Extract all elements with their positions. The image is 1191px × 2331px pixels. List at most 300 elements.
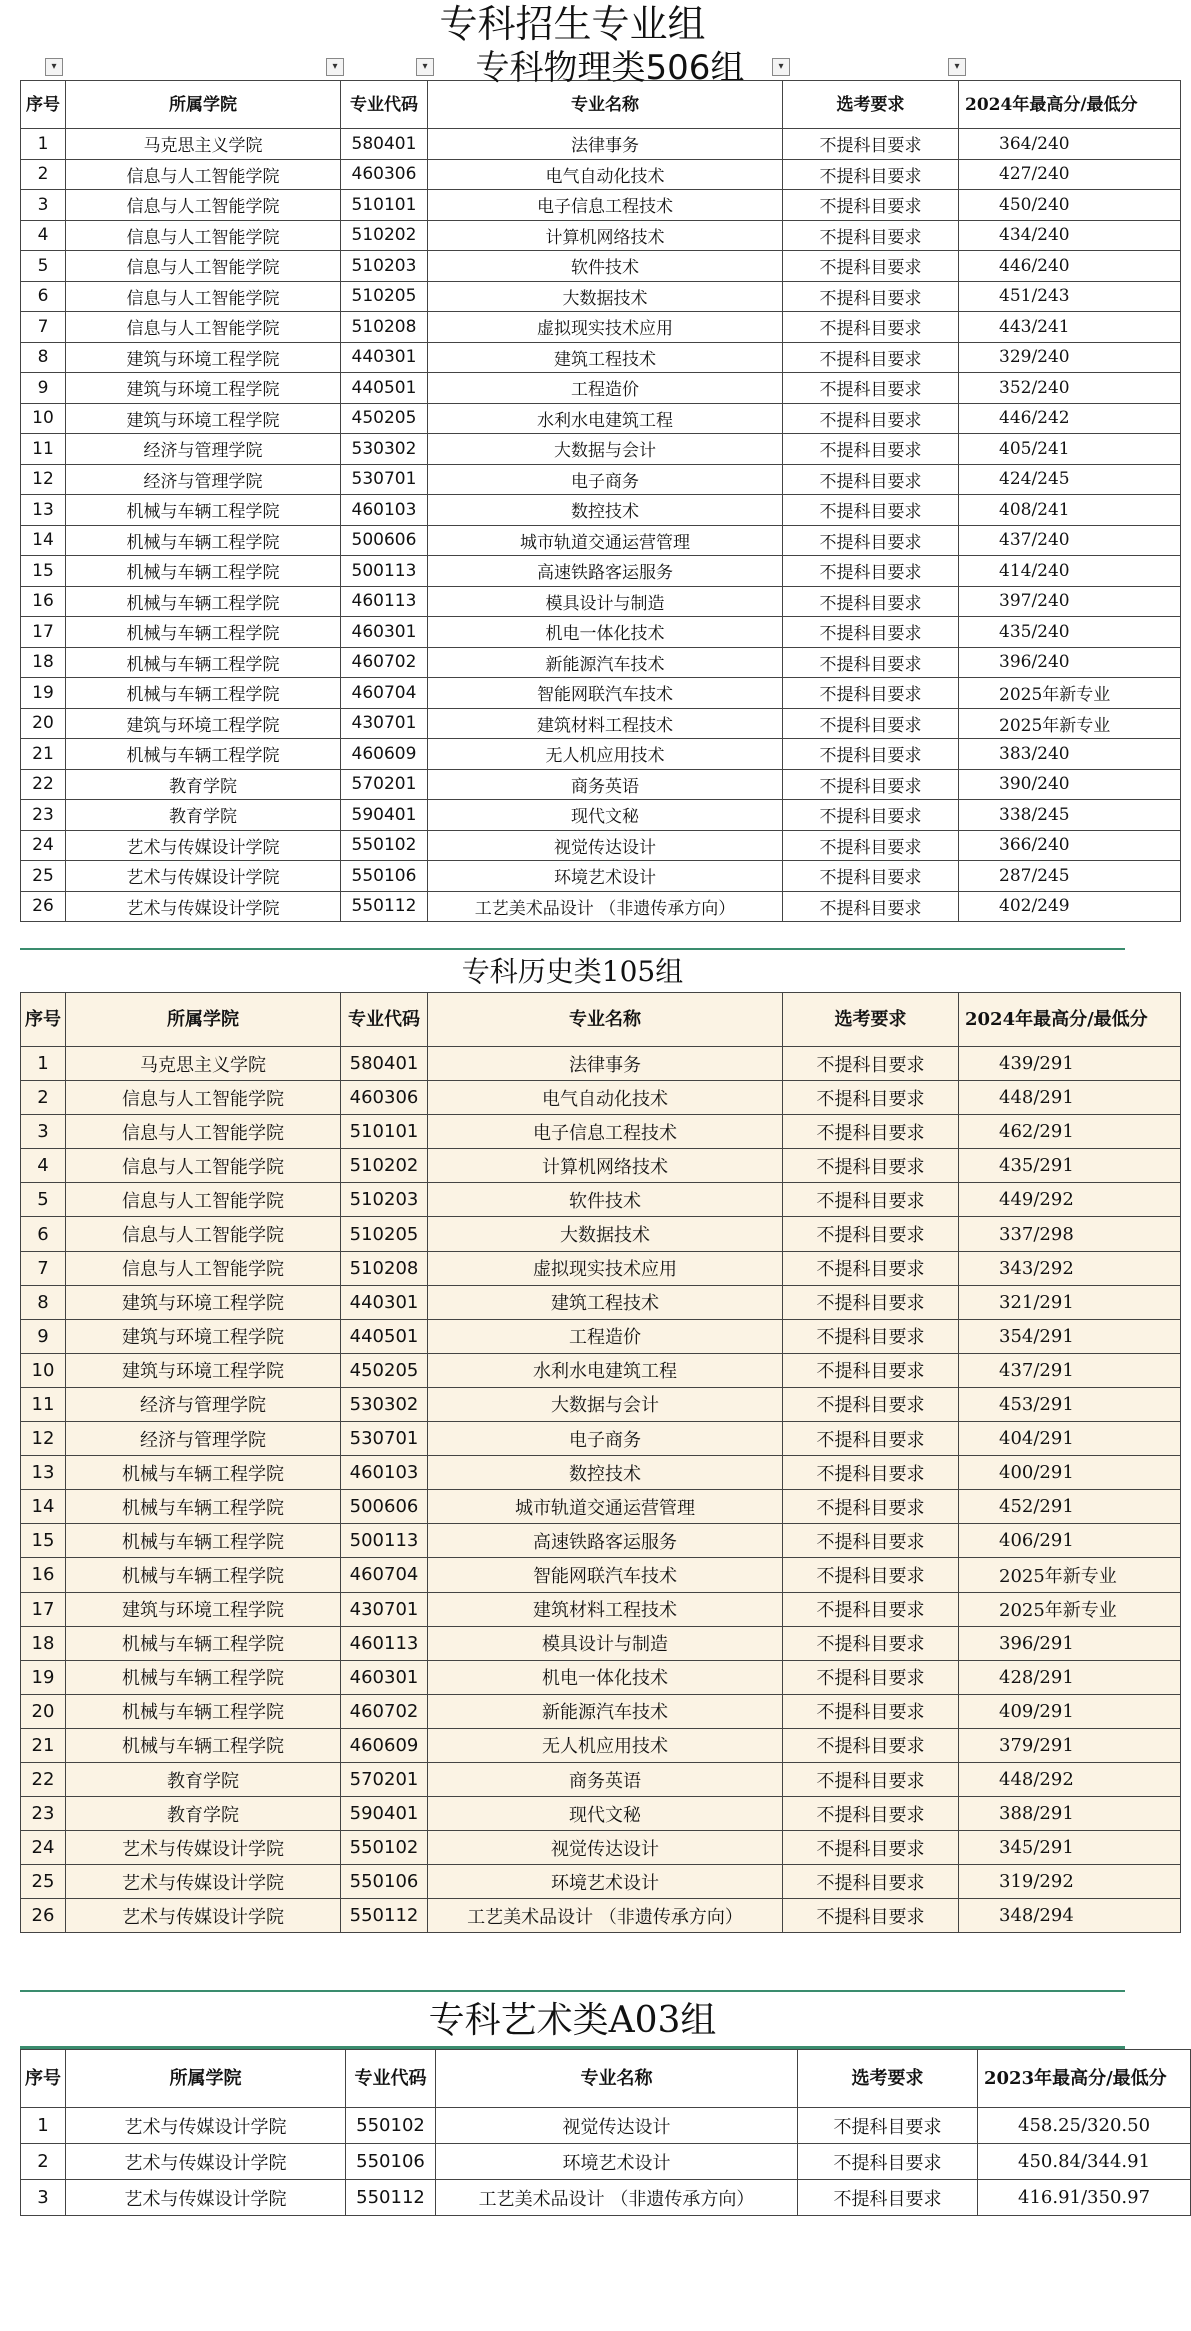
cell-score: 458.25/320.50 xyxy=(978,2108,1191,2144)
cell-major: 智能网联汽车技术 xyxy=(428,678,783,709)
cell-requirement: 不提科目要求 xyxy=(783,251,959,282)
cell-requirement: 不提科目要求 xyxy=(783,800,959,831)
cell-code: 460609 xyxy=(341,739,428,770)
cell-seq: 16 xyxy=(21,586,66,617)
cell-score: 416.91/350.97 xyxy=(978,2180,1191,2216)
cell-requirement: 不提科目要求 xyxy=(783,1422,959,1456)
table-row xyxy=(21,1285,1181,1319)
cell-code: 460704 xyxy=(341,678,428,709)
cell-seq: 13 xyxy=(21,495,66,526)
cell-seq: 8 xyxy=(21,1285,66,1319)
cell-requirement: 不提科目要求 xyxy=(783,1490,959,1524)
table-row xyxy=(21,1728,1181,1762)
cell-code: 440501 xyxy=(341,373,428,404)
cell-college: 教育学院 xyxy=(66,1762,341,1796)
cell-score: 352/240 xyxy=(959,373,1181,404)
cell-college: 建筑与环境工程学院 xyxy=(66,373,341,404)
cell-college: 教育学院 xyxy=(66,800,341,831)
cell-seq: 17 xyxy=(21,1592,66,1626)
cell-college: 信息与人工智能学院 xyxy=(66,281,341,312)
cell-requirement: 不提科目要求 xyxy=(783,1762,959,1796)
table-row xyxy=(21,1387,1181,1421)
cell-major: 软件技术 xyxy=(428,251,783,282)
cell-requirement: 不提科目要求 xyxy=(783,495,959,526)
cell-seq: 26 xyxy=(21,1899,66,1933)
cell-code: 510101 xyxy=(341,1115,428,1149)
cell-college: 机械与车辆工程学院 xyxy=(66,1626,341,1660)
cell-requirement: 不提科目要求 xyxy=(783,1047,959,1081)
cell-seq: 23 xyxy=(21,1797,66,1831)
cell-requirement: 不提科目要求 xyxy=(783,1353,959,1387)
filter-dropdown-icon[interactable]: ▾ xyxy=(45,58,63,76)
cell-score: 354/291 xyxy=(959,1319,1181,1353)
cell-major: 虚拟现实技术应用 xyxy=(428,1251,783,1285)
header-score: 2024年最高分/最低分 xyxy=(959,81,1181,129)
cell-score: 405/241 xyxy=(959,434,1181,465)
cell-requirement: 不提科目要求 xyxy=(783,159,959,190)
cell-college: 经济与管理学院 xyxy=(66,1422,341,1456)
header-major: 专业名称 xyxy=(436,2050,798,2108)
cell-seq: 15 xyxy=(21,556,66,587)
cell-requirement: 不提科目要求 xyxy=(783,739,959,770)
table-row xyxy=(21,1081,1181,1115)
cell-college: 机械与车辆工程学院 xyxy=(66,1490,341,1524)
cell-college: 信息与人工智能学院 xyxy=(66,1081,341,1115)
cell-score: 383/240 xyxy=(959,739,1181,770)
cell-college: 艺术与传媒设计学院 xyxy=(66,2180,346,2216)
cell-seq: 5 xyxy=(21,251,66,282)
header-major: 专业名称 xyxy=(428,81,783,129)
table-row xyxy=(21,891,1181,922)
cell-seq: 10 xyxy=(21,1353,66,1387)
cell-major: 电子信息工程技术 xyxy=(428,1115,783,1149)
cell-college: 信息与人工智能学院 xyxy=(66,159,341,190)
cell-seq: 18 xyxy=(21,647,66,678)
cell-seq: 17 xyxy=(21,617,66,648)
cell-code: 580401 xyxy=(341,1047,428,1081)
table-row xyxy=(21,434,1181,465)
cell-major: 大数据技术 xyxy=(428,281,783,312)
cell-requirement: 不提科目要求 xyxy=(783,1865,959,1899)
cell-major: 建筑工程技术 xyxy=(428,1285,783,1319)
table-row xyxy=(21,1490,1181,1524)
cell-major: 高速铁路客运服务 xyxy=(428,556,783,587)
group-title: 专科历史类105组 xyxy=(20,951,1125,992)
cell-seq: 1 xyxy=(21,129,66,160)
cell-seq: 1 xyxy=(21,1047,66,1081)
cell-requirement: 不提科目要求 xyxy=(783,464,959,495)
cell-score: 435/291 xyxy=(959,1149,1181,1183)
cell-requirement: 不提科目要求 xyxy=(783,220,959,251)
major-table xyxy=(20,80,1181,922)
cell-code: 510205 xyxy=(341,1217,428,1251)
cell-college: 机械与车辆工程学院 xyxy=(66,495,341,526)
cell-seq: 21 xyxy=(21,739,66,770)
cell-college: 信息与人工智能学院 xyxy=(66,1149,341,1183)
cell-major: 新能源汽车技术 xyxy=(428,647,783,678)
table-row xyxy=(21,617,1181,648)
cell-code: 590401 xyxy=(341,1797,428,1831)
cell-seq: 2 xyxy=(21,2144,66,2180)
cell-score: 337/298 xyxy=(959,1217,1181,1251)
cell-college: 艺术与传媒设计学院 xyxy=(66,891,341,922)
major-table xyxy=(20,2049,1191,2216)
cell-score: 406/291 xyxy=(959,1524,1181,1558)
table-row xyxy=(21,190,1181,221)
cell-major: 无人机应用技术 xyxy=(428,1728,783,1762)
table-row xyxy=(21,800,1181,831)
filter-dropdown-icon[interactable]: ▾ xyxy=(416,58,434,76)
cell-code: 440501 xyxy=(341,1319,428,1353)
cell-major: 电子商务 xyxy=(428,1422,783,1456)
cell-major: 大数据与会计 xyxy=(428,434,783,465)
cell-code: 510205 xyxy=(341,281,428,312)
cell-requirement: 不提科目要求 xyxy=(798,2108,978,2144)
cell-requirement: 不提科目要求 xyxy=(783,1217,959,1251)
cell-code: 570201 xyxy=(341,769,428,800)
cell-requirement: 不提科目要求 xyxy=(783,312,959,343)
cell-seq: 3 xyxy=(21,1115,66,1149)
cell-code: 430701 xyxy=(341,1592,428,1626)
cell-major: 虚拟现实技术应用 xyxy=(428,312,783,343)
cell-code: 510202 xyxy=(341,1149,428,1183)
table-row xyxy=(21,1456,1181,1490)
cell-score: 2025年新专业 xyxy=(959,1558,1181,1592)
cell-major: 建筑材料工程技术 xyxy=(428,708,783,739)
cell-college: 机械与车辆工程学院 xyxy=(66,525,341,556)
cell-college: 艺术与传媒设计学院 xyxy=(66,1899,341,1933)
cell-seq: 23 xyxy=(21,800,66,831)
header-seq: 序号 xyxy=(21,2050,66,2108)
cell-score: 448/292 xyxy=(959,1762,1181,1796)
cell-score: 379/291 xyxy=(959,1728,1181,1762)
cell-major: 电子商务 xyxy=(428,464,783,495)
table-row xyxy=(21,403,1181,434)
cell-major: 水利水电建筑工程 xyxy=(428,403,783,434)
cell-seq: 14 xyxy=(21,525,66,556)
cell-code: 460702 xyxy=(341,647,428,678)
filter-dropdown-icon[interactable]: ▾ xyxy=(948,58,966,76)
cell-requirement: 不提科目要求 xyxy=(783,1387,959,1421)
cell-major: 商务英语 xyxy=(428,1762,783,1796)
cell-score: 345/291 xyxy=(959,1831,1181,1865)
cell-seq: 20 xyxy=(21,708,66,739)
cell-major: 工艺美术品设计 （非遗传承方向） xyxy=(428,891,783,922)
cell-seq: 24 xyxy=(21,1831,66,1865)
table-row xyxy=(21,281,1181,312)
cell-college: 信息与人工智能学院 xyxy=(66,1115,341,1149)
cell-requirement: 不提科目要求 xyxy=(783,1251,959,1285)
cell-code: 500606 xyxy=(341,525,428,556)
cell-major: 建筑工程技术 xyxy=(428,342,783,373)
cell-score: 388/291 xyxy=(959,1797,1181,1831)
table-row xyxy=(21,769,1181,800)
cell-college: 机械与车辆工程学院 xyxy=(66,1694,341,1728)
cell-seq: 26 xyxy=(21,891,66,922)
cell-requirement: 不提科目要求 xyxy=(783,1183,959,1217)
section-art-a03 xyxy=(20,1996,1167,2216)
cell-seq: 25 xyxy=(21,1865,66,1899)
cell-code: 590401 xyxy=(341,800,428,831)
header-requirement: 选考要求 xyxy=(798,2050,978,2108)
table-row xyxy=(21,1422,1181,1456)
table-row xyxy=(21,1115,1181,1149)
table-row xyxy=(21,2144,1191,2180)
table-row xyxy=(21,220,1181,251)
table-row xyxy=(21,647,1181,678)
cell-college: 信息与人工智能学院 xyxy=(66,190,341,221)
cell-major: 水利水电建筑工程 xyxy=(428,1353,783,1387)
table-row xyxy=(21,2180,1191,2216)
cell-code: 550112 xyxy=(346,2180,436,2216)
table-row xyxy=(21,708,1181,739)
cell-major: 城市轨道交通运营管理 xyxy=(428,525,783,556)
cell-major: 模具设计与制造 xyxy=(428,586,783,617)
cell-code: 580401 xyxy=(341,129,428,160)
cell-college: 机械与车辆工程学院 xyxy=(66,556,341,587)
cell-code: 530701 xyxy=(341,1422,428,1456)
cell-requirement: 不提科目要求 xyxy=(783,586,959,617)
cell-requirement: 不提科目要求 xyxy=(783,525,959,556)
cell-code: 460113 xyxy=(341,1626,428,1660)
cell-college: 机械与车辆工程学院 xyxy=(66,1524,341,1558)
cell-requirement: 不提科目要求 xyxy=(783,1694,959,1728)
cell-code: 460103 xyxy=(341,1456,428,1490)
cell-major: 建筑材料工程技术 xyxy=(428,1592,783,1626)
filter-dropdown-icon[interactable]: ▾ xyxy=(772,58,790,76)
cell-code: 550102 xyxy=(341,1831,428,1865)
cell-code: 450205 xyxy=(341,403,428,434)
table-row xyxy=(21,495,1181,526)
cell-code: 460301 xyxy=(341,1660,428,1694)
cell-college: 艺术与传媒设计学院 xyxy=(66,1865,341,1899)
table-row xyxy=(21,1626,1181,1660)
cell-score: 437/291 xyxy=(959,1353,1181,1387)
cell-seq: 13 xyxy=(21,1456,66,1490)
table-row xyxy=(21,1558,1181,1592)
cell-code: 510208 xyxy=(341,1251,428,1285)
cell-code: 550102 xyxy=(341,830,428,861)
cell-seq: 9 xyxy=(21,373,66,404)
table-row xyxy=(21,1524,1181,1558)
cell-seq: 12 xyxy=(21,464,66,495)
cell-college: 教育学院 xyxy=(66,1797,341,1831)
cell-college: 建筑与环境工程学院 xyxy=(66,1285,341,1319)
cell-college: 信息与人工智能学院 xyxy=(66,251,341,282)
cell-score: 462/291 xyxy=(959,1115,1181,1149)
cell-code: 570201 xyxy=(341,1762,428,1796)
group-title: 专科物理类506组 xyxy=(475,48,745,88)
cell-requirement: 不提科目要求 xyxy=(783,281,959,312)
cell-seq: 11 xyxy=(21,434,66,465)
cell-seq: 25 xyxy=(21,861,66,892)
cell-score: 402/249 xyxy=(959,891,1181,922)
section-divider xyxy=(20,948,1125,950)
cell-requirement: 不提科目要求 xyxy=(783,769,959,800)
cell-score: 435/240 xyxy=(959,617,1181,648)
major-table xyxy=(20,992,1181,1933)
cell-score: 343/292 xyxy=(959,1251,1181,1285)
cell-major: 环境艺术设计 xyxy=(436,2144,798,2180)
cell-college: 信息与人工智能学院 xyxy=(66,312,341,343)
cell-seq: 8 xyxy=(21,342,66,373)
cell-seq: 10 xyxy=(21,403,66,434)
table-row xyxy=(21,464,1181,495)
table-row xyxy=(21,525,1181,556)
cell-requirement: 不提科目要求 xyxy=(783,708,959,739)
table-row xyxy=(21,1797,1181,1831)
header-code: 专业代码 xyxy=(341,81,428,129)
cell-seq: 15 xyxy=(21,1524,66,1558)
cell-college: 经济与管理学院 xyxy=(66,1387,341,1421)
table-row xyxy=(21,1183,1181,1217)
cell-code: 500606 xyxy=(341,1490,428,1524)
section-history-105 xyxy=(20,951,1148,1933)
cell-requirement: 不提科目要求 xyxy=(783,1797,959,1831)
cell-seq: 9 xyxy=(21,1319,66,1353)
cell-requirement: 不提科目要求 xyxy=(783,1626,959,1660)
cell-seq: 4 xyxy=(21,1149,66,1183)
cell-score: 452/291 xyxy=(959,1490,1181,1524)
cell-score: 446/242 xyxy=(959,403,1181,434)
cell-major: 机电一体化技术 xyxy=(428,1660,783,1694)
cell-major: 法律事务 xyxy=(428,1047,783,1081)
cell-college: 建筑与环境工程学院 xyxy=(66,342,341,373)
cell-code: 510203 xyxy=(341,251,428,282)
cell-score: 453/291 xyxy=(959,1387,1181,1421)
filter-row xyxy=(20,48,1125,88)
cell-college: 机械与车辆工程学院 xyxy=(66,739,341,770)
filter-dropdown-icon[interactable]: ▾ xyxy=(326,58,344,76)
cell-seq: 1 xyxy=(21,2108,66,2144)
cell-requirement: 不提科目要求 xyxy=(783,434,959,465)
table-row xyxy=(21,586,1181,617)
cell-seq: 6 xyxy=(21,1217,66,1251)
cell-score: 338/245 xyxy=(959,800,1181,831)
cell-college: 机械与车辆工程学院 xyxy=(66,647,341,678)
header-seq: 序号 xyxy=(21,81,66,129)
table-row xyxy=(21,2108,1191,2144)
cell-major: 视觉传达设计 xyxy=(436,2108,798,2144)
cell-college: 机械与车辆工程学院 xyxy=(66,617,341,648)
cell-college: 机械与车辆工程学院 xyxy=(66,586,341,617)
cell-requirement: 不提科目要求 xyxy=(783,678,959,709)
cell-code: 530701 xyxy=(341,464,428,495)
cell-college: 建筑与环境工程学院 xyxy=(66,1353,341,1387)
group-title: 专科艺术类A03组 xyxy=(20,1996,1125,2049)
table-row xyxy=(21,159,1181,190)
cell-seq: 19 xyxy=(21,1660,66,1694)
cell-major: 视觉传达设计 xyxy=(428,830,783,861)
cell-score: 434/240 xyxy=(959,220,1181,251)
cell-requirement: 不提科目要求 xyxy=(783,1319,959,1353)
cell-requirement: 不提科目要求 xyxy=(783,1524,959,1558)
table-row xyxy=(21,129,1181,160)
cell-code: 460113 xyxy=(341,586,428,617)
cell-score: 443/241 xyxy=(959,312,1181,343)
cell-seq: 3 xyxy=(21,2180,66,2216)
cell-seq: 20 xyxy=(21,1694,66,1728)
header-code: 专业代码 xyxy=(346,2050,436,2108)
cell-major: 商务英语 xyxy=(428,769,783,800)
cell-requirement: 不提科目要求 xyxy=(783,1728,959,1762)
section-divider xyxy=(20,1990,1125,1992)
cell-major: 工艺美术品设计 （非遗传承方向） xyxy=(436,2180,798,2216)
table-row xyxy=(21,1865,1181,1899)
cell-requirement: 不提科目要求 xyxy=(783,1831,959,1865)
table-row xyxy=(21,251,1181,282)
cell-college: 机械与车辆工程学院 xyxy=(66,1456,341,1490)
table-row xyxy=(21,1899,1181,1933)
cell-score: 451/243 xyxy=(959,281,1181,312)
table-row xyxy=(21,373,1181,404)
cell-requirement: 不提科目要求 xyxy=(783,1558,959,1592)
cell-college: 信息与人工智能学院 xyxy=(66,220,341,251)
cell-college: 艺术与传媒设计学院 xyxy=(66,2108,346,2144)
cell-requirement: 不提科目要求 xyxy=(783,1149,959,1183)
cell-college: 建筑与环境工程学院 xyxy=(66,403,341,434)
table-row xyxy=(21,861,1181,892)
header-code: 专业代码 xyxy=(341,993,428,1047)
cell-score: 366/240 xyxy=(959,830,1181,861)
cell-code: 460306 xyxy=(341,1081,428,1115)
cell-major: 工艺美术品设计 （非遗传承方向） xyxy=(428,1899,783,1933)
header-college: 所属学院 xyxy=(66,993,341,1047)
cell-score: 427/240 xyxy=(959,159,1181,190)
cell-major: 智能网联汽车技术 xyxy=(428,1558,783,1592)
cell-major: 城市轨道交通运营管理 xyxy=(428,1490,783,1524)
cell-college: 机械与车辆工程学院 xyxy=(66,1660,341,1694)
cell-requirement: 不提科目要求 xyxy=(783,861,959,892)
cell-requirement: 不提科目要求 xyxy=(783,1660,959,1694)
cell-major: 大数据与会计 xyxy=(428,1387,783,1421)
cell-code: 460306 xyxy=(341,159,428,190)
cell-major: 模具设计与制造 xyxy=(428,1626,783,1660)
cell-requirement: 不提科目要求 xyxy=(783,1456,959,1490)
cell-score: 2025年新专业 xyxy=(959,678,1181,709)
cell-requirement: 不提科目要求 xyxy=(783,1592,959,1626)
cell-score: 319/292 xyxy=(959,1865,1181,1899)
cell-requirement: 不提科目要求 xyxy=(783,1285,959,1319)
cell-requirement: 不提科目要求 xyxy=(783,647,959,678)
cell-score: 437/240 xyxy=(959,525,1181,556)
table-row xyxy=(21,1694,1181,1728)
cell-seq: 24 xyxy=(21,830,66,861)
cell-score: 404/291 xyxy=(959,1422,1181,1456)
cell-college: 建筑与环境工程学院 xyxy=(66,1592,341,1626)
cell-score: 396/291 xyxy=(959,1626,1181,1660)
cell-seq: 16 xyxy=(21,1558,66,1592)
cell-major: 数控技术 xyxy=(428,495,783,526)
cell-score: 450.84/344.91 xyxy=(978,2144,1191,2180)
table-row xyxy=(21,1762,1181,1796)
cell-major: 新能源汽车技术 xyxy=(428,1694,783,1728)
cell-code: 450205 xyxy=(341,1353,428,1387)
cell-major: 法律事务 xyxy=(428,129,783,160)
cell-score: 409/291 xyxy=(959,1694,1181,1728)
table-row xyxy=(21,1592,1181,1626)
cell-major: 计算机网络技术 xyxy=(428,220,783,251)
cell-code: 510203 xyxy=(341,1183,428,1217)
cell-score: 390/240 xyxy=(959,769,1181,800)
cell-requirement: 不提科目要求 xyxy=(783,129,959,160)
cell-requirement: 不提科目要求 xyxy=(798,2144,978,2180)
table-row xyxy=(21,1319,1181,1353)
table-row xyxy=(21,342,1181,373)
cell-seq: 2 xyxy=(21,1081,66,1115)
cell-requirement: 不提科目要求 xyxy=(798,2180,978,2216)
cell-score: 2025年新专业 xyxy=(959,708,1181,739)
